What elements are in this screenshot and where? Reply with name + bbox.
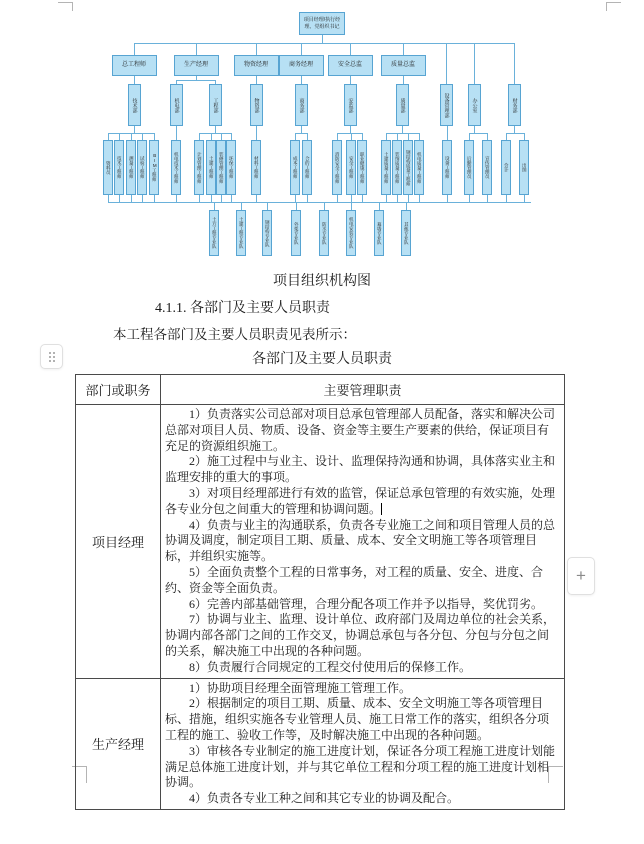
connector-line [176,126,177,140]
org-box: 安全工程师 [346,140,356,195]
connector-line [108,195,109,202]
connector-line [134,126,135,133]
connector-line [474,43,475,84]
connector-line [131,133,132,140]
duty-paragraph: 5）全面负责整个工程的日常事务，对工程的质量、安全、进度、合约、资金等全面负责。 [165,564,544,595]
table-header-row [76,375,565,405]
connector-line [154,195,155,202]
org-box: 安全总监 [328,55,373,76]
org-box: 环保工程师 [226,140,236,195]
org-box: 外架专业队 [291,210,301,256]
connector-line [474,126,475,133]
connector-line [506,195,507,202]
duty-paragraph: 2）根据制定的项目工期、质量、成本、安全文明施工等各项管理目标、措施，组织实施各专业管理人员、施工日常工作的落实，组织各分项工程的施工、验收工作等，及时解决施工中出现的各种问题。 [165,696,550,742]
connector-line [108,202,531,203]
connector-line [397,195,398,202]
org-box: 项目经理/执行经理、党组织书记 [299,12,345,35]
connector-line [419,133,420,140]
duty-paragraph: 1）负责落实公司总部对项目总承包管理部人员配备，落实和解决公司总部对项目人员、物质、设备、资金等主要生产要素的供给，保证项目有充足的资源组织施工。 [165,407,556,453]
connector-line [469,195,470,202]
org-box: 测量工程师 [126,140,136,195]
department-cell: 项目经理 [76,405,161,679]
connector-line [350,76,351,84]
connector-line [134,43,135,55]
connector-line [301,76,302,84]
org-box: 钢结构专业队 [262,210,272,256]
connector-line [524,195,525,202]
connector-line [351,195,352,202]
connector-line [199,133,232,134]
intro-paragraph: 本工程各部门及主要人员职责见表所示： [113,327,356,342]
connector-line [214,202,215,210]
duty-paragraph: 4）负责与业主的沟通联系，负责各专业施工之间和项目管理人员的总协调及调度，制定项目工期、质量、成本、安全文明施工等各项管理目标，并组织实施等。 [165,517,556,564]
connector-line [231,133,232,140]
duty-paragraph: 1）协助项目经理全面管理施工管理工作。 [189,680,412,695]
connector-line [379,202,380,210]
duties-cell [161,405,565,679]
connector-line [447,126,448,140]
org-box: 技术部 [128,84,141,126]
connector-line [324,202,325,210]
org-box: 质量总监 [381,55,426,76]
connector-line [134,76,135,84]
connector-line [362,133,363,140]
connector-line [397,133,398,140]
connector-line [337,133,363,134]
connector-line [142,133,143,140]
org-box: 计划管理工程师 [194,140,204,195]
duty-paragraph: 4）负责各专业工种之间和其它专业的协调及配合。 [189,791,460,806]
org-box: 商务经理 [279,55,324,76]
org-box: 土方工程专业队 [209,210,219,256]
connector-line [487,133,488,140]
org-box: 后勤管理员 [464,140,474,195]
connector-line [337,195,338,202]
table-row [76,405,565,679]
header-duties: 主要管理职责 [161,375,565,405]
connector-line [119,195,120,202]
connector-line [446,43,447,84]
org-box: 设备管理部 [440,84,453,126]
duty-paragraph: 3）对项目经理部进行有效的监管，保证总承包管理的有效实施，处理各专业分包之间重大的管理和协调问题。 [165,485,556,516]
org-box: BIM工程师 [149,140,159,195]
org-box: 幕墙专业队 [374,210,384,256]
org-box: 机电质量工程师 [414,140,424,195]
connector-line [307,195,308,202]
connector-line [487,195,488,202]
connector-line [514,43,515,84]
org-box: 办公室 [468,84,481,126]
table-row [76,678,565,809]
connector-line [176,80,216,81]
connector-line [154,133,155,140]
connector-line [256,76,257,84]
connector-line [350,126,351,133]
connector-line [134,43,515,44]
org-box: 设备工程师 [442,140,452,195]
duty-paragraph: 7）协调与业主、监理、设计单位、政府部门及周边单位的社会关系，协调内部各部门之间的工作交叉，协调总承包与各分包、分包与分包之间的关系，解决施工中出现的各种问题。 [165,612,556,658]
plus-icon: + [576,566,586,585]
org-box: 资料员 [103,140,113,195]
connector-line [386,133,420,134]
connector-line [524,133,525,140]
connector-line [295,133,296,140]
connector-line [386,195,387,202]
connector-line [256,126,257,140]
connector-line [211,195,212,202]
connector-line [351,202,352,210]
insert-content-button[interactable] [567,557,595,595]
connector-line [256,43,257,55]
connector-line [408,195,409,202]
org-box: 土建工程专业队 [236,210,246,256]
org-box: 安监部 [344,84,357,126]
connector-line [196,43,197,55]
org-box: 机电安装专业队 [346,210,356,256]
connector-line [408,133,409,140]
org-box: 质量部 [396,84,409,126]
connector-line [469,133,488,134]
org-box: 总工程师 [112,55,157,76]
connector-line [215,126,216,133]
connector-line [307,133,308,140]
connector-line [211,133,212,140]
duty-paragraph: 6）完善内部基础管理，合理分配各项工作并予以指导，奖优罚劣。 [189,596,544,611]
connector-line [386,133,387,140]
connector-line [506,133,507,140]
connector-line [402,126,403,133]
duty-paragraph: 3）审核各专业制定的施工进度计划，保证各分项工程施工进度计划能满足总体施工进度计划，并与其它单位工程和分项工程的施工进度计划相协调。 [165,743,556,790]
org-box: 物资部 [250,84,263,126]
connector-line [301,43,302,55]
org-box: 机电部 [170,84,183,126]
connector-line [221,133,222,140]
org-box: 技术工程师 [114,140,124,195]
connector-line [403,76,404,84]
connector-line [267,202,268,210]
org-box: 土建工程师 [206,140,216,195]
text-cursor [381,503,382,515]
connector-line [142,195,143,202]
connector-line [469,133,470,140]
duty-paragraph: 8）负责履行合同规定的工程交付使用后的保修工作。 [189,659,472,674]
connector-line [322,35,323,43]
org-box: 其他专业队 [401,210,411,256]
org-box: 机电技术工程师 [171,140,181,195]
org-box: 生产经理 [174,55,219,76]
org-box: 职业健康工程师 [357,140,367,195]
connector-line [403,43,404,55]
six-dot-grid-icon [48,351,56,363]
org-box: 装修管理工程师 [216,140,226,195]
connector-line [199,133,200,140]
connector-line [131,195,132,202]
connector-line [514,126,515,133]
connector-line [176,195,177,202]
org-box: 成本工程师 [290,140,300,195]
org-box: 防水专业队 [319,210,329,256]
org-box: 工程部 [209,84,222,126]
org-box: 装饰质量工程师 [392,140,402,195]
connector-line [231,195,232,202]
connector-line [199,195,200,202]
section-heading: 4.1.1. 各部门及主要人员职责 [155,301,330,316]
org-chart[interactable] [0,0,644,265]
table-drag-handle-button[interactable] [40,344,63,369]
connector-line [337,133,338,140]
connector-line [406,202,407,210]
connector-line [350,43,351,55]
connector-line [301,126,302,133]
org-box: 消防安全工程师 [332,140,342,195]
connector-line [221,195,222,202]
org-box: 会计 [501,140,511,195]
connector-line [295,195,296,202]
org-box: 财务部 [508,84,521,126]
connector-line [447,195,448,202]
connector-line [351,133,352,140]
connector-line [108,133,109,140]
connector-line [419,195,420,202]
connector-line [362,195,363,202]
org-box: 材料工程师 [251,140,261,195]
connector-line [256,195,257,202]
connector-line [506,133,525,134]
org-box: 宣传管理员 [482,140,492,195]
org-box: 钢结构质量工程师 [403,140,413,195]
org-box: 合约工程师 [302,140,312,195]
org-box: 土建质量工程师 [381,140,391,195]
duties-table [75,374,565,810]
duty-paragraph: 2）施工过程中与业主、设计、监理保持沟通和协调，具体落实业主和监理安排的重大的事项。 [165,454,556,485]
duties-cell [161,678,565,809]
org-box: 试验工程师 [137,140,147,195]
chart-caption: 项目组织机构图 [273,274,371,289]
org-box: 商务部 [295,84,308,126]
department-cell: 生产经理 [76,678,161,809]
connector-line [241,202,242,210]
org-box: 物资经理 [234,55,279,76]
connector-line [119,133,120,140]
table-title: 各部门及主要人员职责 [252,352,392,367]
connector-line [296,202,297,210]
header-department: 部门或职务 [76,375,161,405]
org-box: 出纳 [519,140,529,195]
